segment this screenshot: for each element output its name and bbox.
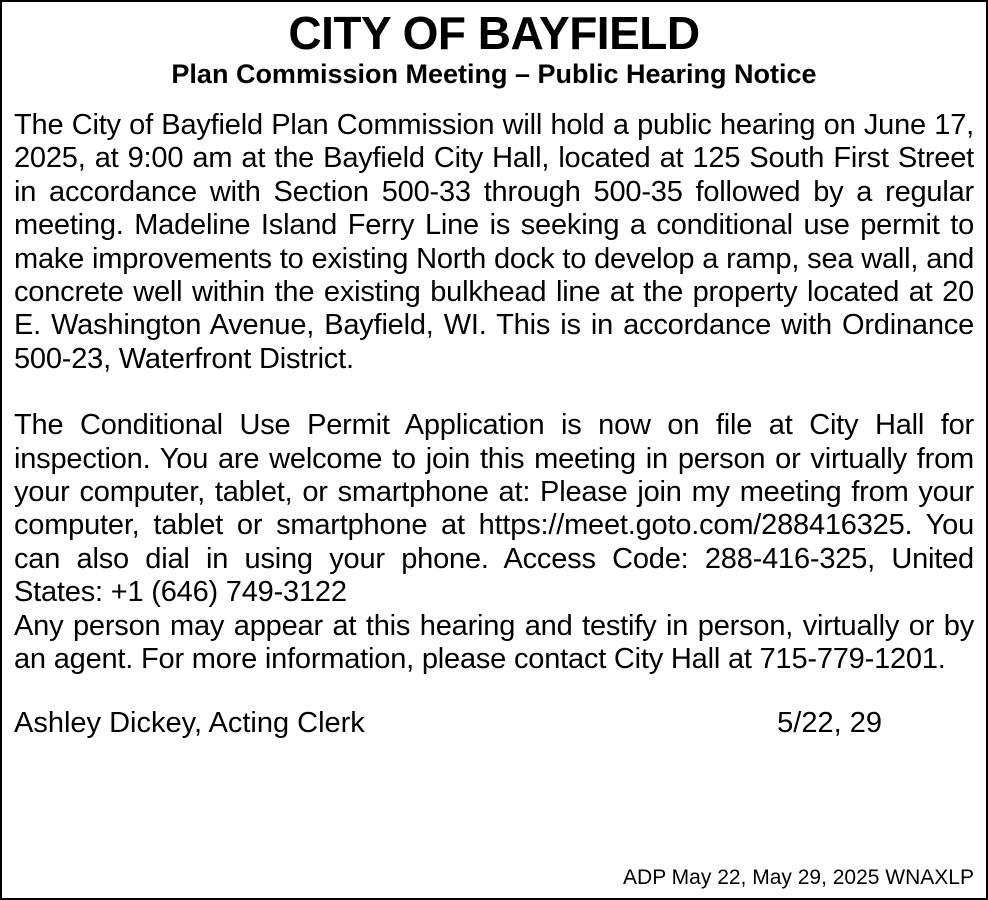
notice-subtitle: Plan Commission Meeting – Public Hearing Notice: [171, 59, 817, 89]
notice-paragraph-application: The Conditional Use Permit Application is now on file at City Hall for inspection. You are welcome to join this meeting in person or virtually from your computer, tablet, or smartphone at: Please join my meeting from your computer, tablet or smartphone at https://meet.goto.com/288416325. You can also dial in using your phone. Access Code: 288-416-325, United States: +1 (646) 749-3122: [14, 409, 974, 609]
clerk-signature: Ashley Dickey, Acting Clerk: [14, 706, 365, 739]
paragraph-spacer: [14, 376, 974, 409]
notice-title: CITY OF BAYFIELD: [288, 7, 700, 59]
notice-paragraph-testimony: Any person may appear at this hearing and testify in person, virtually or by an agent. For more information, please contact City Hall at 715-779-1201.: [14, 609, 974, 676]
signature-row: [14, 707, 974, 740]
publication-footer: ADP May 22, May 29, 2025 WNAXLP: [623, 866, 974, 889]
notice-paragraph-hearing: The City of Bayfield Plan Commission will hold a public hearing on June 17, 2025, at 9:00 am at the Bayfield City Hall, located at 125 South First Street in accordance with Section 500-33 through 500-35 followed by a regular meeting. Madeline Island Ferry Line is seeking a conditional use permit to make improvements to existing North dock to develop a ramp, sea wall, and concrete well within the existing bulkhead line at the property located at 20 E. Washington Avenue, Bayfield, WI. This is in accordance with Ordinance 500-23, Waterfront District.: [14, 109, 974, 375]
publication-dates: 5/22, 29: [777, 706, 882, 739]
